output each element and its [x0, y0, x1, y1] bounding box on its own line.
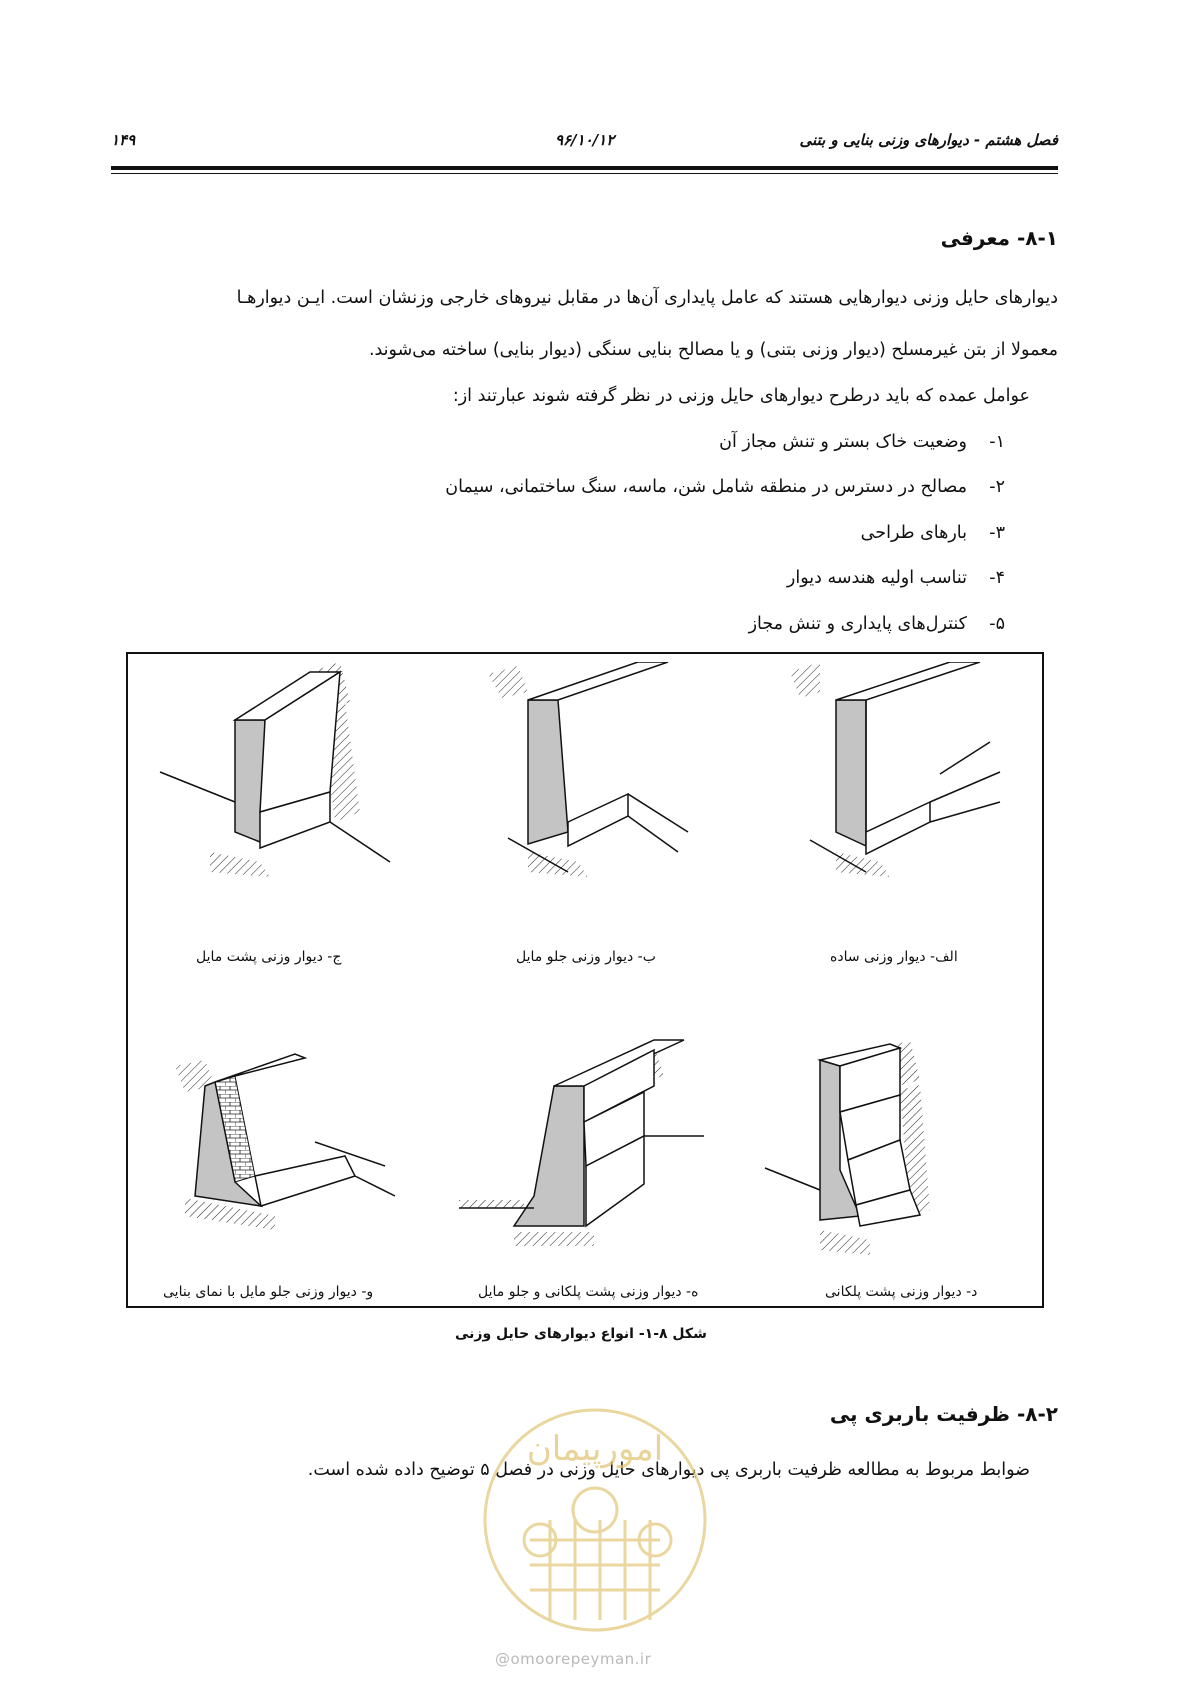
factor-text: مصالح در دسترس در منطقه شامل شن، ماسه، سنگ ساختمانی، سیمان	[445, 477, 967, 497]
bearing-capacity-paragraph: ضوابط مربوط به مطالعه ظرفیت باربری پی دیوارهای حایل وزنی در فصل ۵ توضیح داده شده است.	[307, 1460, 1030, 1480]
watermark-site: @omoorepeyman.ir	[495, 1650, 652, 1668]
chapter-title: فصل هشتم - دیوارهای وزنی بنایی و بتنی	[799, 131, 1058, 149]
factor-number: ۳-	[989, 523, 1005, 543]
factor-number: ۱-	[989, 432, 1005, 452]
header-date: ۹۶/۱۰/۱۲	[555, 131, 615, 149]
factor-item	[719, 432, 1005, 452]
wall-diagram-simple	[780, 662, 1020, 922]
watermark-logo	[470, 1390, 720, 1650]
watermark-logo-text: امورپیمان	[526, 1429, 664, 1469]
caption-masonry-faced-wall: و- دیوار وزنی جلو مایل با نمای بنایی	[163, 1284, 374, 1300]
caption-back-inclined-wall: ج- دیوار وزنی پشت مایل	[196, 949, 342, 965]
factor-number: ۵-	[989, 614, 1005, 634]
factor-item	[787, 568, 1005, 588]
caption-simple-wall: الف- دیوار وزنی ساده	[830, 949, 958, 965]
figure-title: شکل ۸-۱- انواع دیوارهای حایل وزنی	[455, 1326, 707, 1342]
caption-back-stepped-wall: د- دیوار وزنی پشت پلکانی	[825, 1284, 978, 1300]
factor-number: ۴-	[989, 568, 1005, 588]
factor-text: کنترل‌های پایداری و تنش مجاز	[748, 614, 967, 634]
wall-diagram-back-stepped	[760, 1040, 1010, 1270]
page-number: ۱۴۹	[111, 131, 136, 149]
wall-diagram-front-inclined	[478, 662, 718, 922]
factor-text: وضعیت خاک بستر و تنش مجاز آن	[719, 432, 967, 452]
section-heading-bearing-capacity: ۸-۲- ظرفیت باربری پی	[829, 1402, 1058, 1426]
header-rule-thin	[111, 173, 1058, 174]
factor-text: تناسب اولیه هندسه دیوار	[786, 568, 967, 588]
section-heading-introduction: ۸-۱- معرفی	[940, 226, 1058, 250]
wall-diagram-masonry-faced	[165, 1046, 405, 1266]
header-rule	[111, 166, 1058, 170]
factors-intro: عوامل عمده که باید درطرح دیوارهای حایل وزنی در نظر گرفته شوند عبارتند از:	[452, 386, 1030, 406]
caption-stepped-front-inclined-wall: ه- دیوار وزنی پشت پلکانی و جلو مایل	[478, 1284, 699, 1300]
wall-diagram-stepped-front-inclined	[454, 1036, 714, 1266]
wall-diagram-back-inclined	[150, 662, 410, 922]
intro-paragraph-line1: دیوارهای حایل وزنی دیوارهایی هستند که عامل پایداری آن‌ها در مقابل نیروهای خارجی وزنشان است. ایـن دیوارهـا	[236, 288, 1058, 308]
factor-item	[445, 477, 1005, 497]
intro-paragraph-line2: معمولا از بتن غیرمسلح (دیوار وزنی بتنی) و یا مصالح بنایی سنگی (دیوار بنایی) ساخته می‌شوند.	[368, 340, 1058, 360]
factor-number: ۲-	[989, 477, 1005, 497]
factor-text: بارهای طراحی	[860, 523, 967, 543]
factor-item	[749, 614, 1005, 634]
caption-front-inclined-wall: ب- دیوار وزنی جلو مایل	[516, 949, 656, 965]
factor-item	[861, 523, 1005, 543]
